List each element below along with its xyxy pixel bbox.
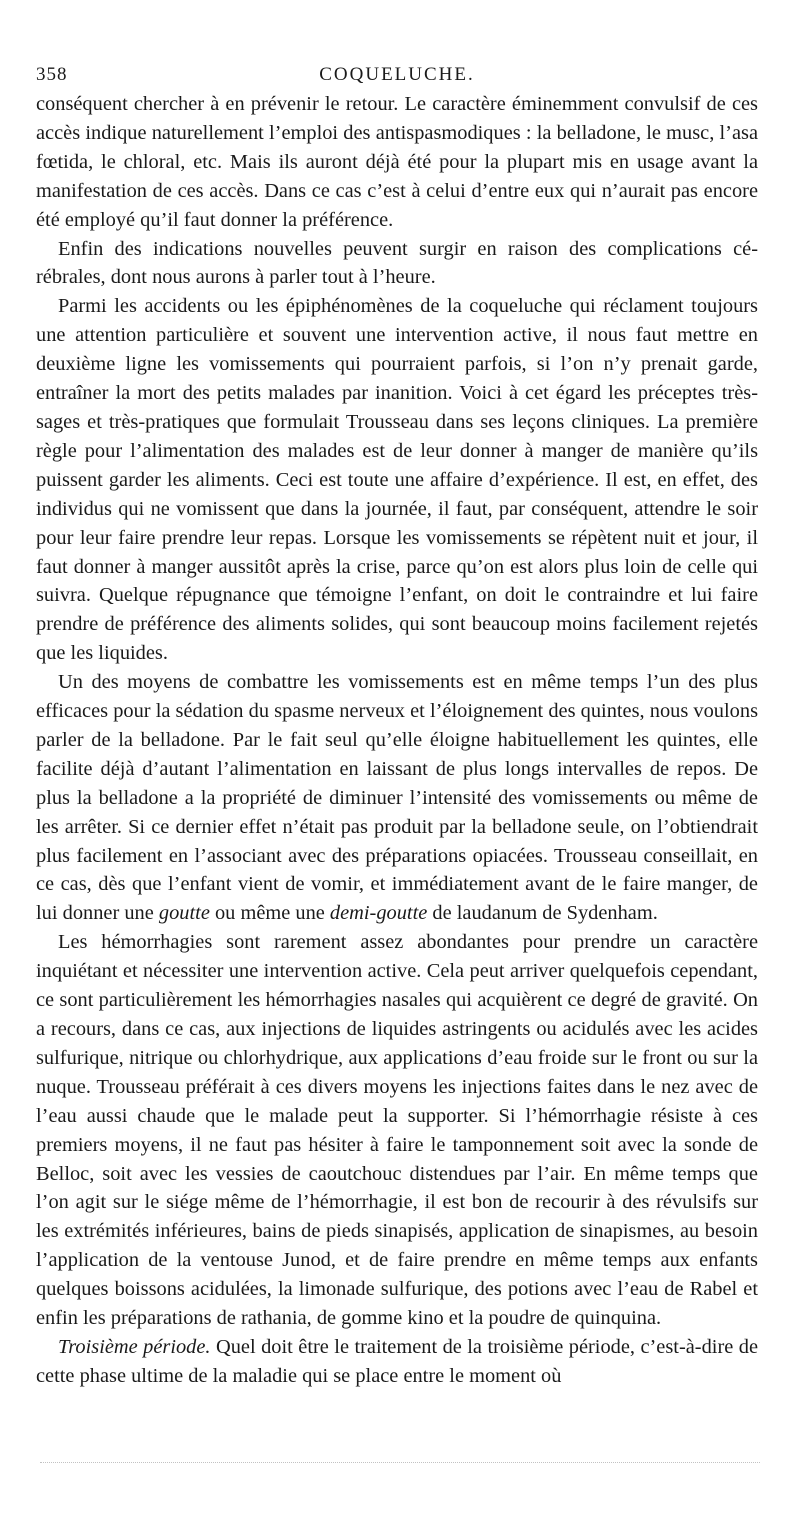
paragraph-hemorrhages: Les hémorrhagies sont rarement assez abondantes pour prendre un caractère inquiétant et nécessiter une intervention active. Cela peut arriver quelquefois cependant, ce sont particulièrement les hémorrhagies nasales qui acquièrent ce degré de gravité. On a recours, dans ce cas, aux injections de liquides astringents ou acidulés avec les acides sulfurique, nitrique ou chlorhydrique, aux applications d’eau froide sur le front ou sur la nuque. Trousseau préférait à ces divers moyens les injections faites dans le nez avec de l’eau aussi chaude que le malade peut la supporter. Si l’hémorrhagie résiste à ces premiers moyens, il ne faut pas hésiter à faire le tamponnement soit avec la sonde de Belloc, soit avec les vessies de caoutchouc distendues par l’air. En même temps que l’on agit sur le siége même de l’hémorrhagie, il est bon de recourir à des révulsifs sur les extrémités inférieures, bains de pieds sinapisés, application de sinapismes, au besoin l’application de la ventouse Junod, et de faire prendre en même temps aux enfants quelques boissons acidulées, la limonade sulfurique, des potions avec l’eau de Rabel et enfin les préparations de rathania, de gomme kino et la poudre de quinquina. [36,931,758,1330]
paragraph-cerebral-complications: Enfin des indications nouvelles peuvent surgir en raison des complications cérébrales, dont nous aurons à parler tout à l’heure. [36,237,758,289]
running-head [36,58,758,90]
section-heading-third-period: Troisième période. [58,1335,211,1358]
text-laudanum: de laudanum de Sydenham. [427,902,658,925]
document-page [36,58,758,1391]
paragraph-third-period [36,1333,758,1391]
paragraph-third-period-text: Quel doit être le traitement de la troisième période, c’est-à-dire de cette phase ultime de la maladie qui se place entre le moment où [36,1335,758,1387]
footer-rule [40,1462,760,1463]
paragraph-belladonna [36,668,758,928]
paragraph-vomiting: Parmi les accidents ou les épiphénomènes de la coqueluche qui réclament toujours une attention particulière et souvent une intervention active, il nous faut mettre en deuxième ligne les vomissements qui pourraient parfois, si l’on n’y prenait garde, entraîner la mort des petits malades par inanition. Voici à cet égard les préceptes très-sages et très-pratiques que formulait Trousseau dans ses leçons cliniques. La première règle pour l’alimentation des malades est de leur donner à manger de manière qu’ils puissent garder les aliments. Ceci est toute une affaire d’expérience. Il est, en effet, des individus qui ne vomissent que dans la journée, il faut, par conséquent, attendre le soir pour leur faire prendre leur repas. Lorsque les vomissements se répètent nuit et jour, il faut donner à manger aussitôt après la crise, parce qu’on est alors plus loin de celle qui suivra. Quelque répugnance que témoigne l’enfant, on doit le contraindre et lui faire prendre de préférence des aliments solides, qui sont beaucoup moins facilement rejetés que les liquides. [36,295,758,665]
page-number: 358 [36,64,68,85]
italic-goutte: goutte [158,902,210,925]
paragraph-belladonna-text: Un des moyens de combattre les vomissements est en même temps l’un des plus efficaces pour la sédation du spasme nerveux et l’éloignement des quintes, nous voulons parler de la belladone. Par le fait seul qu’elle éloigne habituellement les quintes, elle facilite déjà d’autant l’alimentation en laissant de plus longs intervalles de repos. De plus la belladone a la propriété de diminuer l’intensité des vomissements ou même de les arrêter. Si ce dernier effet n’était pas produit par la belladone seule, on l’obtiendrait plus facilement en l’associant avec des préparations opiacées. Trousseau conseillait, en ce cas, dès que l’enfant vient de vomir, et immédiatement avant de le faire manger, de lui donner une [36,671,758,925]
running-title: COQUELUCHE. [319,64,475,85]
text-ou-meme-une: ou même une [209,902,330,925]
italic-demi-goutte: demi-goutte [329,902,428,925]
body-text [36,90,758,1391]
paragraph-continued: conséquent chercher à en prévenir le retour. Le caractère éminemment convulsif de ces accès indique naturellement l’emploi des antispasmodiques : la belladone, le musc, l’asa fœtida, le chloral, etc. Mais ils auront déjà été pour la plupart mis en usage avant la manifestation de ces accès. Dans ce cas c’est à celui d’entre eux qui n’aurait pas encore été employé qu’il faut donner la préférence. [36,93,758,231]
